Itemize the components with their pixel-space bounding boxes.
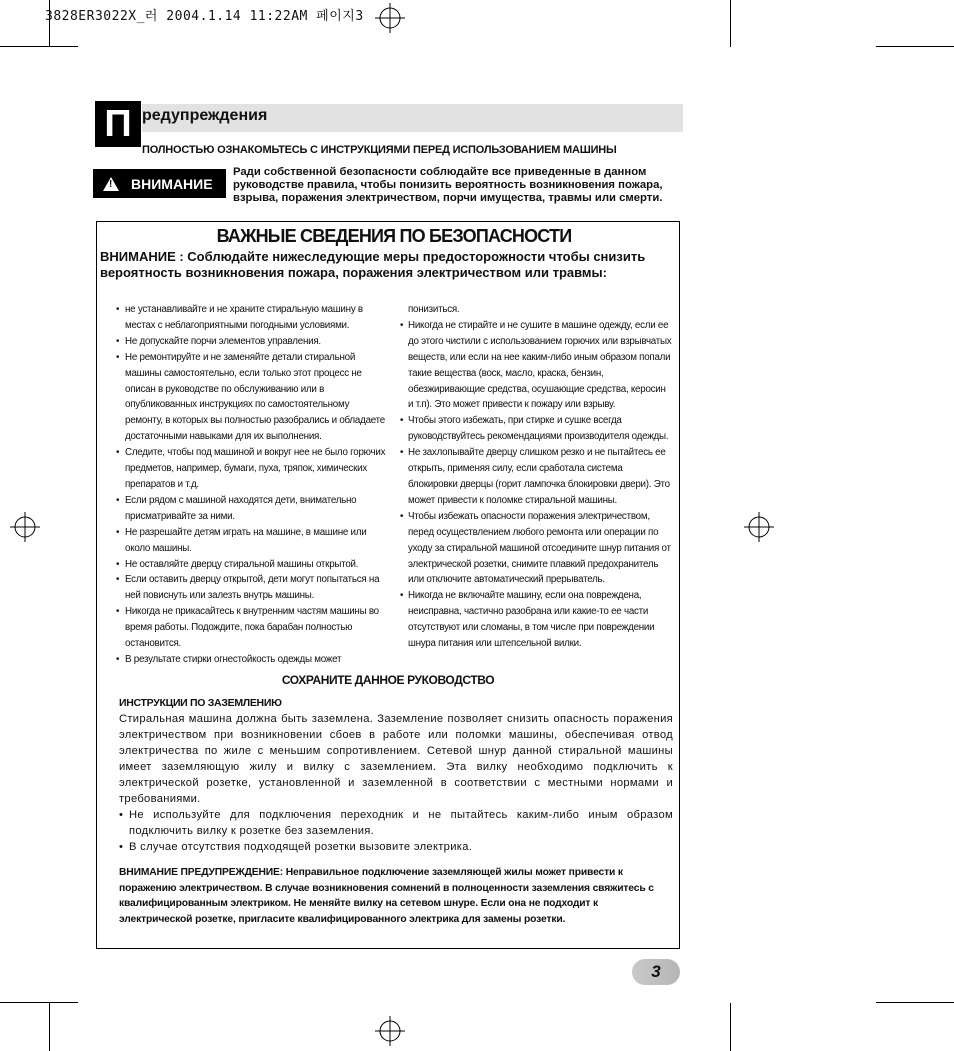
list-item: • Не используйте для подключения переходник и не пытайтесь каким-либо иным образом подключить вилку к розетке без заземления. xyxy=(119,809,673,837)
safety-list-right xyxy=(400,302,672,652)
print-header: 3828ER3022X_러 2004.1.14 11:22AM 페이지3 xyxy=(45,9,364,24)
registration-mark-bottom-icon xyxy=(375,1016,405,1046)
grounding-heading: ИНСТРУКЦИИ ПО ЗАЗЕМЛЕНИЮ xyxy=(119,697,282,709)
save-manual-heading: СОХРАНИТЕ ДАННОЕ РУКОВОДСТВО xyxy=(281,673,495,687)
list-item: • Следите, чтобы под машиной и вокруг нее не было горючих предметов, например, бумаги, пуха, тряпок, химических препаратов и т.д. xyxy=(116,447,386,490)
list-item: • В результате стирки огнестойкость одежды может xyxy=(116,653,342,665)
safety-title: ВАЖНЫЕ СВЕДЕНИЯ ПО БЕЗОПАСНОСТИ xyxy=(216,226,572,246)
warning-icon: ! xyxy=(103,177,119,191)
list-item: • Не допускайте порчи элементов управления. xyxy=(116,335,321,347)
list-item: • Не разрешайте детям играть на машине, в машине или около машины. xyxy=(116,526,367,554)
warning-badge-label: ВНИМАНИЕ xyxy=(131,175,213,192)
list-item: • Чтобы избежать опасности поражения электричеством, перед осуществлением любого ремонта или операции по уходу за стиральной машиной отсоедините шнур питания от электрической розетки, снимите плавкий предохранитель или отключите автоматический прерыватель. xyxy=(400,510,671,586)
list-item: • Не ремонтируйте и не заменяйте детали стиральной машины самостоятельно, если только этот процесс не описан в руководстве по обслуживанию или в опубликованных инструкциях по самостоятельному ремонту, в которых вы полностью разобрались и обладаете достаточными навыками для их выполнения. xyxy=(116,351,385,443)
registration-mark-left-icon xyxy=(10,512,40,542)
list-item: • Если рядом с машиной находятся дети, внимательно присматривайте за ними. xyxy=(116,494,357,522)
list-item: • Никогда не стирайте и не сушите в машине одежду, если ее до этого чистили с использованием горючих или взрывчатых веществ, или если на нее каким-либо иным образом попали такие вещества (воск, масло, краска, бензин, обезжиривающие средства, осушающие средства, керосин и т.п). Это может привести к пожару или взрыву. xyxy=(400,319,672,411)
list-item: • Не захлопывайте дверцу слишком резко и не пытайтесь ее открыть, применяя силу, если сработала система блокировки дверцы (горит лампочка блокировки двери). Это может привести к поломке стиральной машины. xyxy=(400,447,670,506)
list-item: • Чтобы этого избежать, при стирке и сушке всегда руководствуйтесь рекомендациями производителя одежды. xyxy=(400,415,669,443)
subheading: ПОЛНОСТЬЮ ОЗНАКОМЬТЕСЬ С ИНСТРУКЦИЯМИ ПЕРЕД ИСПОЛЬЗОВАНИЕМ МАШИНЫ xyxy=(142,144,617,156)
list-item: • не устанавливайте и не храните стиральную машину в местах с неблагоприятными погодными условиями. xyxy=(116,304,363,331)
list-item: • Если оставить дверцу открытой, дети могут попытаться на ней повиснуть или залезть внутрь машины. xyxy=(116,574,380,602)
page-title: редупреждения xyxy=(142,107,268,124)
grounding-list xyxy=(119,807,673,855)
list-item-continuation: понизиться. xyxy=(408,304,460,315)
safety-intro: ВНИМАНИЕ : Соблюдайте нижеследующие меры предосторожности чтобы снизить вероятность возникновения пожара, поражения электричеством или травмы: xyxy=(100,249,646,280)
list-item: • В случае отсутствия подходящей розетки вызовите электрика. xyxy=(119,841,473,853)
registration-mark-top-icon xyxy=(375,3,405,33)
title-initial: П xyxy=(95,101,141,147)
list-item: • Никогда не прикасайтесь к внутренним частям машины во время работы. Подождите, пока барабан полностью остановится. xyxy=(116,606,379,650)
grounding-text: Стиральная машина должна быть заземлена. Заземление позволяет снизить опасность поражения электричеством при возникновении сбоев в работе или поломки машины, обеспечивая отвод электричества по жиле с меньшим сопротивлением. Сетевой шнур данной стиральной машины имеет заземляющую жилу и вилку с заземлением. Эта вилку необходимо подключить к электрической розетке, установленной и заземленной в соответствии с местными нормами и требованиями. xyxy=(119,713,673,805)
warning-badge xyxy=(93,169,226,198)
safety-list-left xyxy=(116,302,386,668)
registration-mark-right-icon xyxy=(744,512,774,542)
list-item: • Не оставляйте дверцу стиральной машины открытой. xyxy=(116,558,359,570)
grounding-warning: ВНИМАНИЕ ПРЕДУПРЕЖДЕНИЕ: Неправильное подключение заземляющей жилы может привести к поражению электричеством. В случае возникновения сомнений в полноценности заземления свяжитесь с квалифицированным электриком. Не меняйте вилку на сетевом шнуре. Если она не подходит к электрической розетке, пригласите квалифицированного электрика для замены розетки. xyxy=(119,867,654,925)
list-item: • Никогда не включайте машину, если она повреждена, неисправна, частично разобрана или какие-то ее части отсутствуют или сломаны, в том числе при повреждении шнура питания или штепсельной вилки. xyxy=(400,590,655,650)
page-number: 3 xyxy=(651,962,661,981)
warning-text: Ради собственной безопасности соблюдайте все приведенные в данном руководстве правила, чтобы понизить вероятность возникновения пожара, взрыва, поражения электричеством, порчи имущества, травмы или смерти. xyxy=(233,166,663,204)
